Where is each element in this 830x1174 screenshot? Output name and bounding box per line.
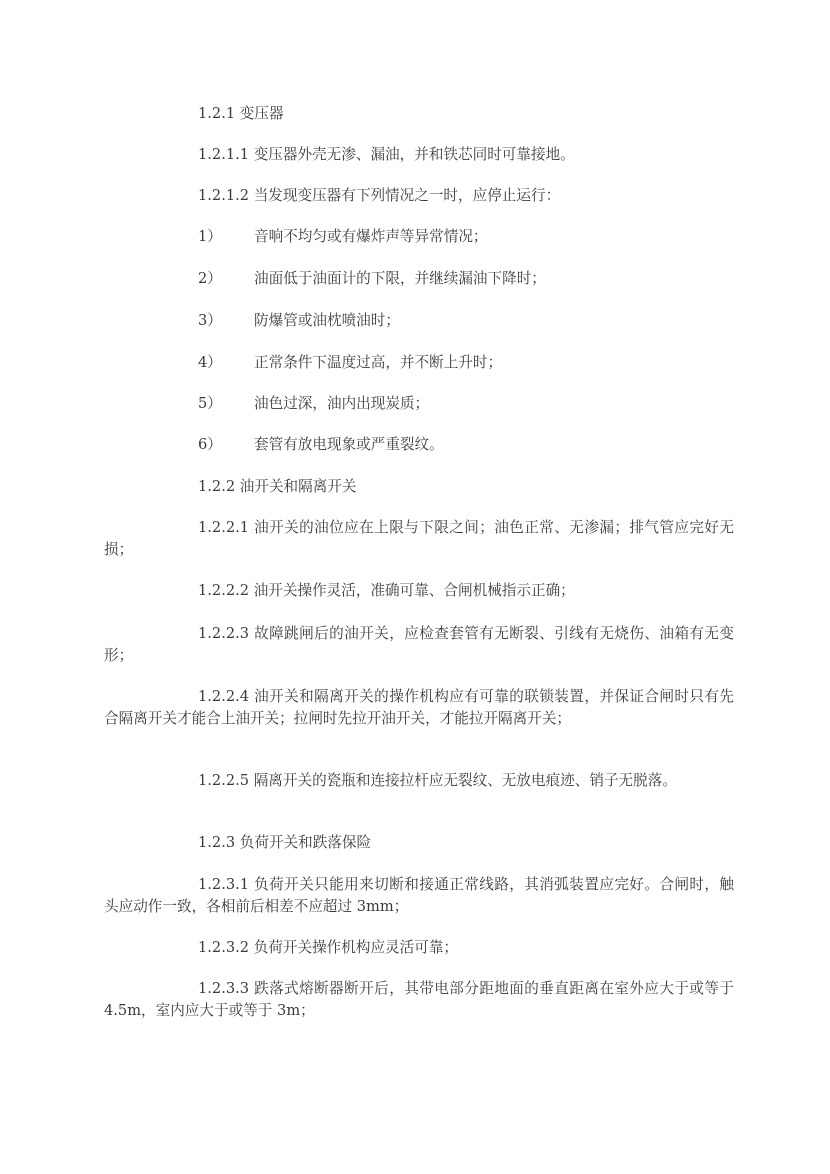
list-text: 防爆管或油枕喷油时； xyxy=(254,312,400,329)
list-item xyxy=(104,352,734,374)
paragraph-1-2-2-5: 1.2.2.5 隔离开关的瓷瓶和连接拉杆应无裂纹、无放电痕迹、销子无脱落。 xyxy=(198,772,677,789)
list-number: 4） xyxy=(198,354,222,371)
paragraph-1-2-1-2: 1.2.1.2 当发现变压器有下列情况之一时，应停止运行： xyxy=(198,187,561,204)
paragraph-1-2-1-1: 1.2.1.1 变压器外壳无渗、漏油，并和铁芯同时可靠接地。 xyxy=(198,146,575,163)
list-number: 1） xyxy=(198,228,222,245)
paragraph-1-2-2-3: 1.2.2.3 故障跳闸后的油开关，应检查套管有无断裂、引线有无烧伤、油箱有无变形； xyxy=(104,625,734,664)
heading-1-2-1: 1.2.1 变压器 xyxy=(198,105,284,122)
heading-1-2-2: 1.2.2 油开关和隔离开关 xyxy=(198,478,357,495)
list-number: 3） xyxy=(198,312,222,329)
list-text: 音响不均匀或有爆炸声等异常情况； xyxy=(254,228,488,245)
list-text: 油色过深，油内出现炭质； xyxy=(254,395,430,412)
list-number: 6） xyxy=(198,436,222,453)
paragraph-1-2-2-4: 1.2.2.4 油开关和隔离开关的操作机构应有可靠的联锁装置，并保证合闸时只有先合隔离开关才能合上油开关；拉闸时先拉开油开关，才能拉开隔离开关； xyxy=(104,688,734,727)
paragraph-1-2-2-2: 1.2.2.2 油开关操作灵活，准确可靠、合闸机械指示正确； xyxy=(198,582,575,599)
list-text: 油面低于油面计的下限，并继续漏油下降时； xyxy=(254,270,546,287)
list-item xyxy=(104,310,734,332)
list-item xyxy=(104,226,734,248)
heading-1-2-3: 1.2.3 负荷开关和跌落保险 xyxy=(198,834,372,851)
list-item xyxy=(104,434,734,456)
paragraph-1-2-3-1: 1.2.3.1 负荷开关只能用来切断和接通正常线路，其消弧装置应完好。合闸时，触头应动作一致，各相前后相差不应超过 3mm； xyxy=(104,876,734,915)
list-number: 2） xyxy=(198,270,222,287)
paragraph-1-2-2-1: 1.2.2.1 油开关的油位应在上限与下限之间；油色正常、无渗漏；排气管应完好无损； xyxy=(104,519,734,558)
list-number: 5） xyxy=(198,395,222,412)
list-text: 套管有放电现象或严重裂纹。 xyxy=(254,436,444,453)
list-item xyxy=(104,268,734,290)
list-text: 正常条件下温度过高，并不断上升时； xyxy=(254,354,503,371)
paragraph-1-2-3-3: 1.2.3.3 跌落式熔断器断开后，其带电部分距地面的垂直距离在室外应大于或等于 4.5m，室内应大于或等于 3m； xyxy=(104,980,734,1019)
list-item xyxy=(104,393,734,415)
paragraph-1-2-3-2: 1.2.3.2 负荷开关操作机构应灵活可靠； xyxy=(198,939,459,956)
